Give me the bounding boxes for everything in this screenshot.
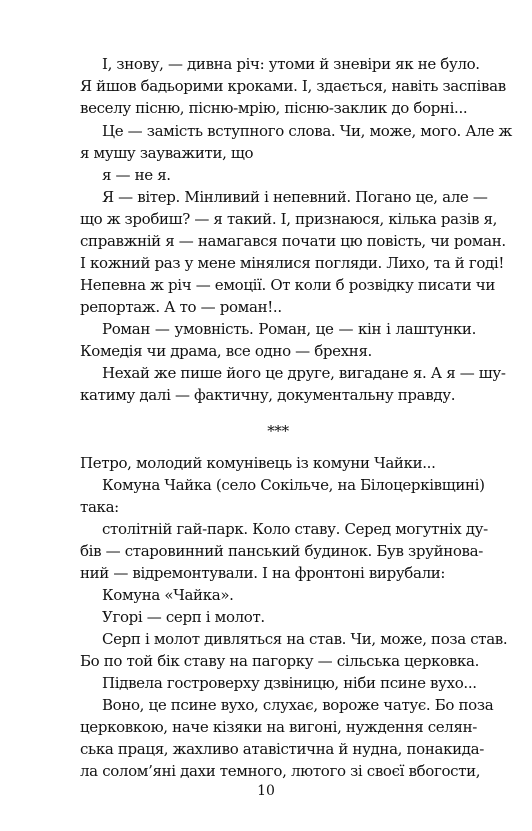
text-line: я — не я. [102,166,171,184]
text-line: репортаж. А то — роман!.. [80,298,282,316]
text-line: церковкою, наче кізяки на вигоні, нуждення селян- [80,718,477,736]
text-line: Воно, це псине вухо, слухає, вороже чатує. Бо поза [102,696,494,714]
text-line: що ж зробиш? — я такий. І, признаюся, кілька разів я, [80,210,498,228]
text-line: ний — відремонтували. І на фронтоні вирубали: [80,564,446,582]
text-line: Комедія чи драма, все одно — брехня. [80,342,372,360]
text-line: Нехай же пише його це друге, вигадане я. А я — шу- [102,364,506,382]
text-line: Роман — умовність. Роман, це — кін і лаштунки. [102,320,476,338]
text-line: справжній я — намагався почати цю повість, чи роман. [80,232,506,250]
text-line: веселу пісню, пісню-мрію, пісню-заклик до борні... [80,99,468,117]
text-line: столітній гай-парк. Коло ставу. Серед могутніх ду- [102,520,488,538]
text-line: І кожний раз у мене мінялися погляди. Лихо, та й годі! [80,254,505,272]
text-line: Комуна Чайка (село Сокільче, на Білоцерківщині) [102,476,485,494]
text-line: така: [80,498,119,516]
text-line: катиму далі — фактичну, документальну правду. [80,386,456,404]
text-line: Це — замість вступного слова. Чи, може, мого. Але ж [102,122,512,140]
text-line: Комуна «Чайка». [102,586,234,604]
text-line: Бо по той бік ставу на пагорку — сільська церковка. [80,652,480,670]
text-line: Я йшов бадьорими кроками. І, здається, навіть заспівав [80,77,506,95]
text-line: я мушу зауважити, що [80,144,254,162]
text-line: Непевна ж річ — емоції. От коли б розвідку писати чи [80,276,495,294]
text-line: ла солом’яні дахи темного, лютого зі своєї вбогости, [80,762,481,780]
text-line: Угорі — серп і молот. [102,608,265,626]
text-line: ська праця, жахливо атавістична й нудна, понакида- [80,740,484,758]
text-line: Підвела гостроверху дзвіницю, ніби псине вухо... [102,674,477,692]
text-line: бів — старовинний панський будинок. Був зруйнова- [80,542,483,560]
text-line: І, знову, — дивна річ: утоми й зневіри як не було. [102,55,480,73]
page-number: 10 [257,783,275,799]
text-line: Петро, молодий комунівець із комуни Чайки... [80,454,436,472]
text-line: Серп і молот дивляться на став. Чи, може, поза став. [102,630,508,648]
section-separator: *** [267,422,289,440]
text-line: Я — вітер. Мінливий і непевний. Погано це, але — [102,188,488,206]
